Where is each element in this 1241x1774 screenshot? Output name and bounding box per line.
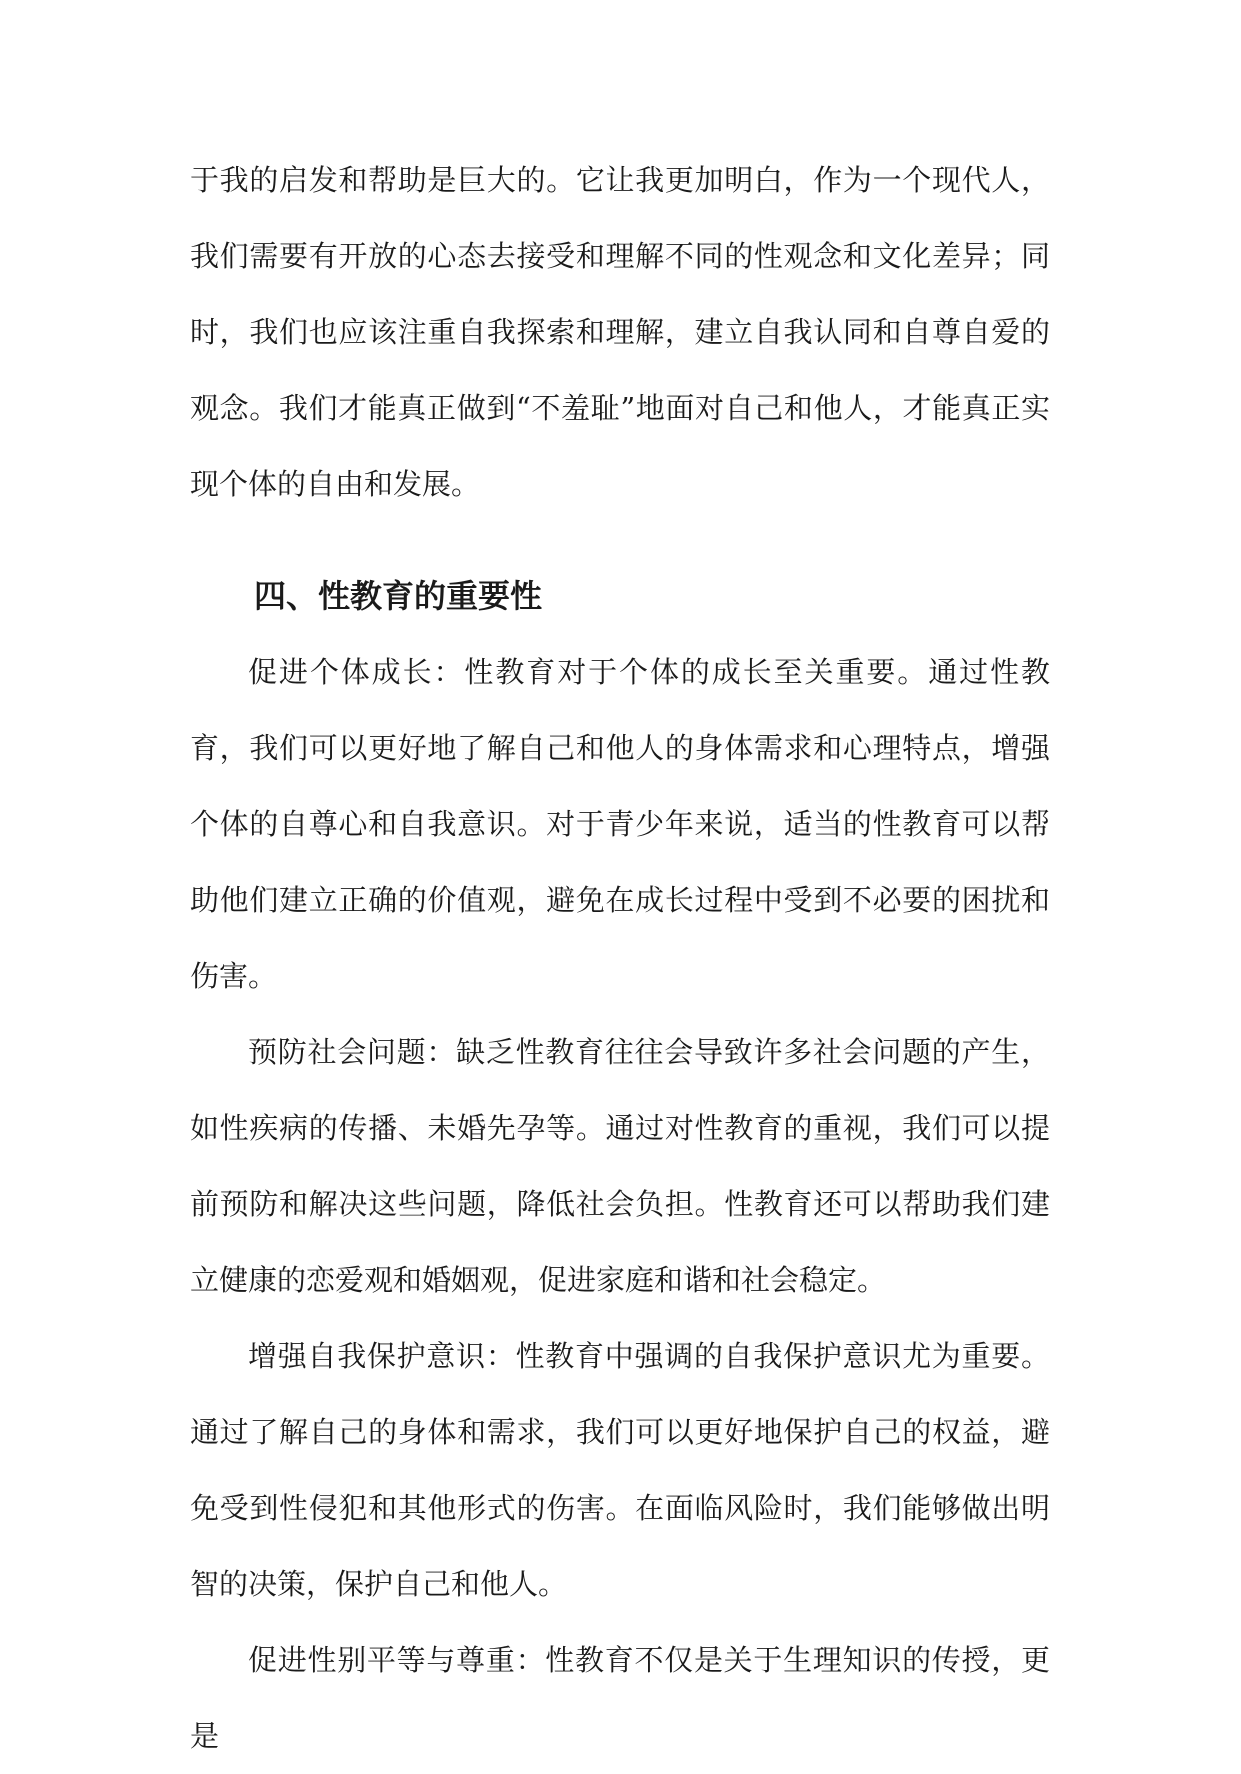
document-page <box>190 142 1050 1774</box>
section-heading: 四、性教育的重要性 <box>254 577 543 615</box>
paragraph-social-problems: 预防社会问题：缺乏性教育往往会导致许多社会问题的产生，如性疾病的传播、未婚先孕等。通过对性教育的重视，我们可以提前预防和解决这些问题，降低社会负担。性教育还可以帮助我们建立健康的恋爱观和婚姻观，促进家庭和谐和社会稳定。 <box>190 1035 1050 1297</box>
paragraph-personal-growth: 促进个体成长：性教育对于个体的成长至关重要。通过性教育，我们可以更好地了解自己和他人的身体需求和心理特点，增强个体的自尊心和自我意识。对于青少年来说，适当的性教育可以帮助他们建立正确的价值观，避免在成长过程中受到不必要的困扰和伤害。 <box>190 655 1050 993</box>
intro-paragraph: 于我的启发和帮助是巨大的。它让我更加明白，作为一个现代人，我们需要有开放的心态去接受和理解不同的性观念和文化差异；同时，我们也应该注重自我探索和理解，建立自我认同和自尊自爱的观念。我们才能真正做到“不羞耻”地面对自己和他人，才能真正实现个体的自由和发展。 <box>190 163 1050 501</box>
paragraph-gender-equality: 促进性别平等与尊重：性教育不仅是关于生理知识的传授，更是 <box>190 1643 1050 1753</box>
paragraph-self-protection: 增强自我保护意识：性教育中强调的自我保护意识尤为重要。通过了解自己的身体和需求，我们可以更好地保护自己的权益，避免受到性侵犯和其他形式的伤害。在面临风险时，我们能够做出明智的决策，保护自己和他人。 <box>190 1339 1050 1601</box>
